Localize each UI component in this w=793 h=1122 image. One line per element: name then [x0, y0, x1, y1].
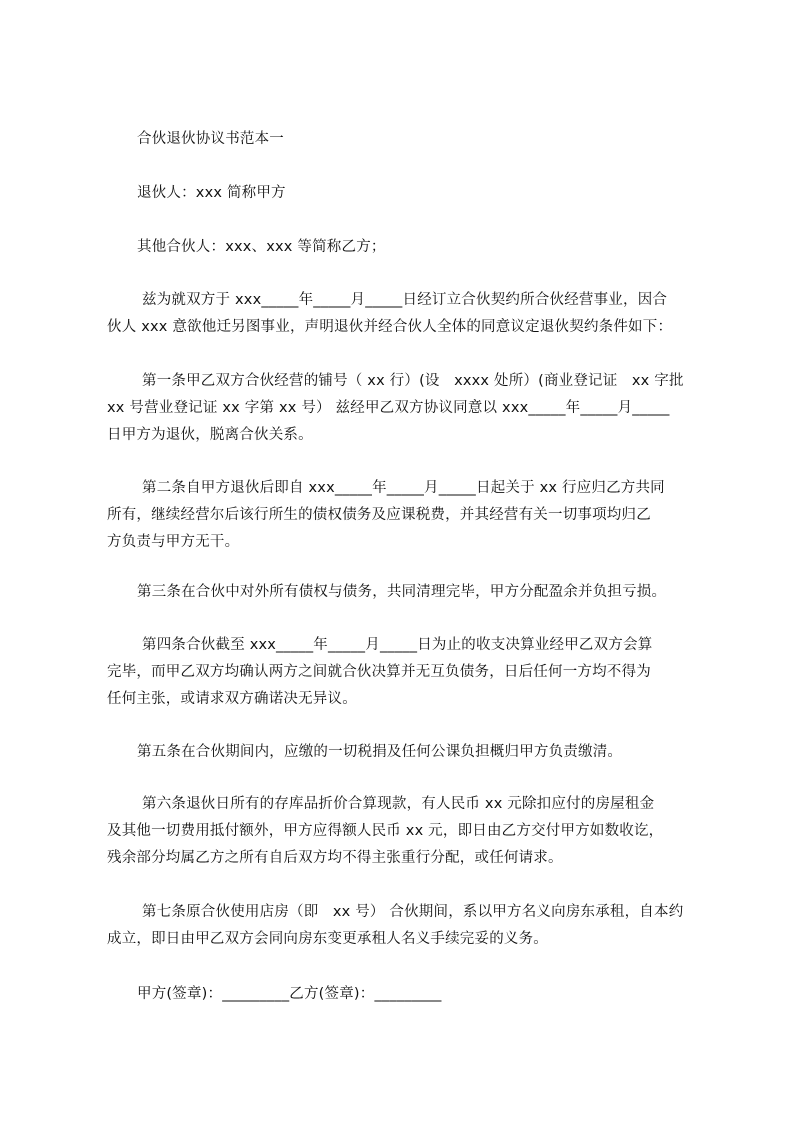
signature-line: 甲方(签章)：_________乙方(签章)：_________: [137, 986, 442, 1002]
article-line: 成立，即日由甲乙双方会同向房东变更承租人名义手续完妥的义务。: [107, 931, 548, 947]
document-title: 合伙退伙协议书范本一: [137, 131, 284, 147]
article-line: 第四条合伙截至 xxx_____年_____月_____日为止的收支决算业经甲乙双方会算: [142, 637, 653, 653]
article-line: xx 号营业登记证 xx 字第 xx 号） 兹经甲乙双方协议同意以 xxx_____年_____月_____: [107, 400, 670, 416]
article-line: 第五条在合伙期间内，应缴的一切税捐及任何公课负担概归甲方负责缴清。: [137, 744, 623, 760]
article-line: 第一条甲乙双方合伙经营的铺号（ xx 行）(设 xxxx 处所）(商业登记证 xx 字批: [142, 373, 684, 389]
article-line: 第六条退伙日所有的存库品折价合算现款，有人民币 xx 元除扣应付的房屋租金: [142, 796, 655, 812]
article-line: 所有，继续经营尔后该行所生的债权债务及应课税费，并其经营有关一切事项均归乙: [107, 507, 651, 523]
preamble-line: 兹为就双方于 xxx_____年_____月_____日经订立合伙契约所合伙经营事业，因合: [142, 292, 668, 308]
retiring-partner-line: 退伙人：xxx 简称甲方: [137, 185, 286, 201]
article-line: 任何主张，或请求双方确诺决无异议。: [107, 691, 357, 707]
article-line: 完毕，而甲乙双方均确认两方之间就合伙决算并无互负债务，日后任何一方均不得为: [107, 664, 651, 680]
article-line: 残余部分均属乙方之所有自后双方均不得主张重行分配，或任何请求。: [107, 850, 563, 866]
article-line: 第二条自甲方退伙后即自 xxx_____年_____月_____日起关于 xx 行应归乙方共同: [142, 480, 665, 496]
article-line: 日甲方为退伙，脱离合伙关系。: [107, 427, 313, 443]
article-line: 方负责与甲方无干。: [107, 534, 240, 550]
preamble-line: 伙人 xxx 意欲他迁另图事业，声明退伙并经合伙人全体的同意议定退伙契约条件如下：: [107, 319, 673, 335]
other-partners-line: 其他合伙人：xxx、xxx 等简称乙方；: [137, 239, 386, 255]
article-line: 及其他一切费用抵付额外，甲方应得额人民币 xx 元，即日由乙方交付甲方如数收讫，: [107, 823, 664, 839]
article-line: 第三条在合伙中对外所有债权与债务，共同清理完毕，甲方分配盈余并负担亏损。: [137, 584, 667, 600]
article-line: 第七条原合伙使用店房（即 xx 号） 合伙期间，系以甲方名义向房东承租，自本约: [142, 904, 684, 920]
